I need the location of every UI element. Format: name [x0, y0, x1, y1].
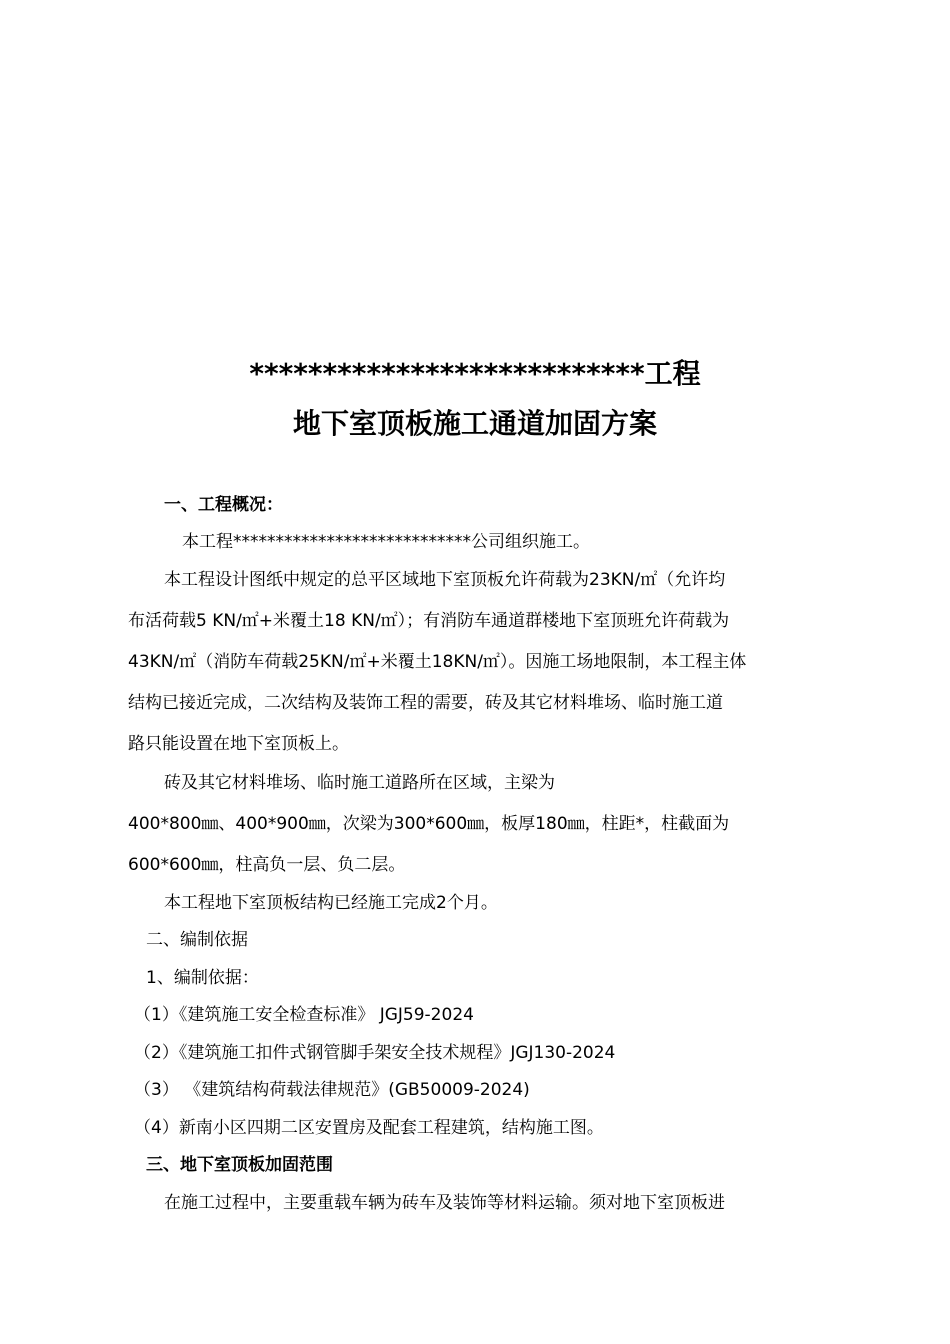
section-1-heading: 一、工程概况：: [164, 495, 283, 515]
reference-item: （3） 《建筑结构荷载法律规范》(GB50009-2024): [134, 1080, 530, 1100]
project-title: ***************************工程: [249, 357, 701, 390]
paragraph-line: 布活荷载5 KN/㎡+米覆土18 KN/㎡）；有消防车通道群楼地下室顶班允许荷载为: [128, 611, 730, 631]
paragraph-line: 本工程****************************公司组织施工。: [182, 532, 590, 552]
paragraph-line: 在施工过程中，主要重载车辆为砖车及装饰等材料运输。须对地下室顶板进: [164, 1193, 725, 1213]
reference-item: （4）新南小区四期二区安置房及配套工程建筑，结构施工图。: [134, 1118, 604, 1138]
section-2-subheading: 1、编制依据：: [146, 968, 259, 988]
paragraph-line: 结构已接近完成，二次结构及装饰工程的需要，砖及其它材料堆场、临时施工道: [128, 693, 723, 713]
reference-item: （1）《建筑施工安全检查标准》 JGJ59-2024: [134, 1005, 474, 1025]
document-title: 地下室顶板施工通道加固方案: [292, 407, 657, 440]
paragraph-line: 路只能设置在地下室顶板上。: [128, 734, 349, 754]
reference-item: （2）《建筑施工扣件式钢管脚手架安全技术规程》JGJ130-2024: [134, 1043, 616, 1063]
paragraph-line: 43KN/㎡（消防车荷载25KN/㎡+米覆土18KN/㎡）。因施工场地限制，本工程主体: [128, 652, 747, 672]
paragraph-line: 砖及其它材料堆场、临时施工道路所在区域，主梁为: [164, 773, 555, 793]
paragraph-line: 400*800㎜、400*900㎜，次梁为300*600㎜，板厚180㎜，柱距*，柱截面为: [128, 814, 730, 834]
paragraph-line: 本工程地下室顶板结构已经施工完成2个月。: [164, 893, 498, 913]
paragraph-line: 本工程设计图纸中规定的总平区域地下室顶板允许荷载为23KN/㎡（允许均: [164, 570, 726, 590]
section-2-heading: 二、编制依据: [146, 930, 248, 950]
section-3-heading: 三、地下室顶板加固范围: [146, 1155, 333, 1175]
paragraph-line: 600*600㎜，柱高负一层、负二层。: [128, 855, 406, 875]
